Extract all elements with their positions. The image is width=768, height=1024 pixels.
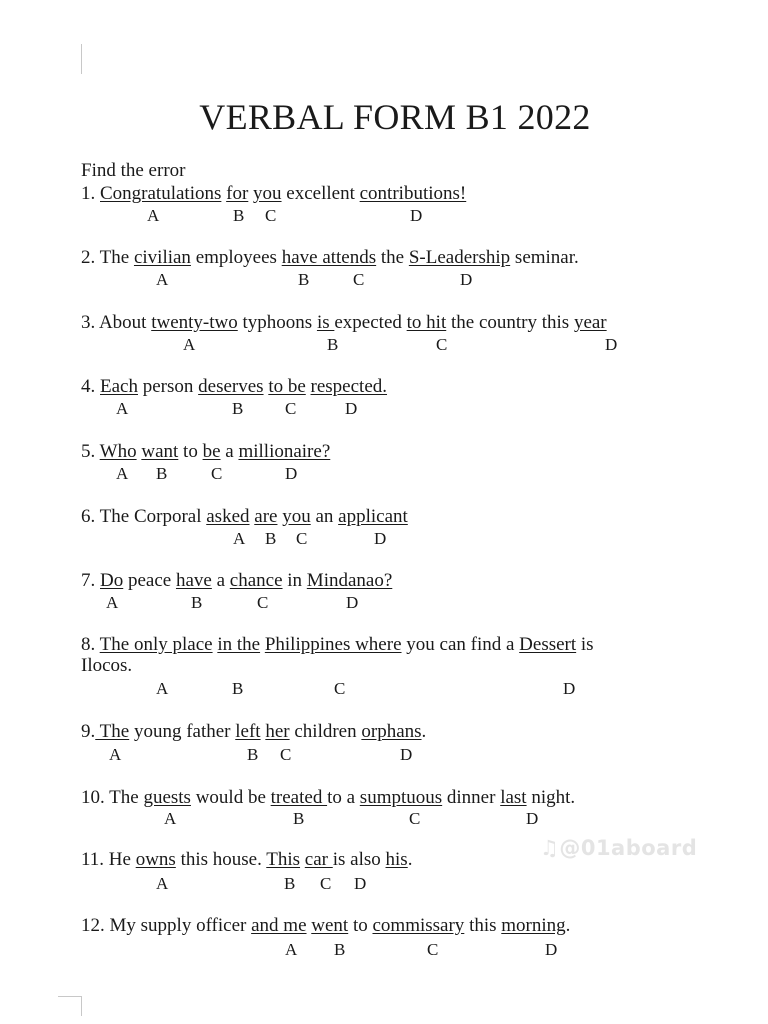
question-text-segment: the	[376, 247, 409, 268]
option-label-a: A	[285, 940, 298, 959]
underlined-segment: civilian	[133, 247, 191, 268]
option-label-a: A	[233, 529, 246, 548]
question-7	[81, 570, 731, 592]
option-label-b: B	[233, 206, 245, 225]
question-text-segment: 3. About	[81, 312, 152, 333]
option-label-d: D	[563, 679, 576, 698]
underlined-segment: Mindanao?	[306, 570, 393, 591]
underlined-segment: be	[202, 441, 221, 462]
question-3	[81, 312, 731, 334]
option-label-d: D	[354, 874, 367, 893]
underlined-segment: The	[95, 721, 130, 742]
question-text-segment: to a	[327, 787, 360, 808]
page-corner-mark	[81, 44, 82, 74]
underlined-segment: orphans	[361, 721, 422, 742]
question-continuation: Ilocos.	[81, 655, 133, 676]
question-text-segment: 2. The	[81, 247, 134, 268]
underlined-segment: and me	[251, 915, 307, 936]
option-label-c: C	[353, 270, 365, 289]
question-text-segment: the country this	[446, 312, 574, 333]
underlined-segment: millionaire?	[238, 441, 331, 462]
underlined-segment: are	[254, 506, 278, 527]
option-label-c: C	[296, 529, 308, 548]
option-label-a: A	[156, 270, 169, 289]
question-text-segment: young father	[129, 721, 236, 742]
option-label-c: C	[280, 745, 292, 764]
question-text-segment: person	[137, 376, 199, 397]
question-text-segment: excellent	[281, 183, 360, 204]
option-label-a: A	[106, 593, 119, 612]
question-text-segment: 7.	[81, 570, 100, 591]
question-text-segment: an	[310, 506, 339, 527]
option-label-b: B	[327, 335, 339, 354]
question-text-segment: 1.	[81, 183, 100, 204]
question-text-segment: .	[407, 849, 413, 870]
option-label-b: B	[293, 809, 305, 828]
question-text-segment: peace	[123, 570, 176, 591]
underlined-segment: want	[141, 441, 179, 462]
question-text-segment: .	[421, 721, 427, 742]
option-label-a: A	[109, 745, 122, 764]
underlined-segment: have	[175, 570, 212, 591]
underlined-segment: went	[311, 915, 349, 936]
question-text-segment: 4.	[81, 376, 100, 397]
page-corner-mark	[81, 996, 82, 1016]
option-label-d: D	[345, 399, 358, 418]
question-5	[81, 441, 731, 463]
underlined-segment: This	[266, 849, 301, 870]
underlined-segment: Who	[99, 441, 137, 462]
option-label-c: C	[320, 874, 332, 893]
underlined-segment: car	[304, 849, 333, 870]
option-label-c: C	[334, 679, 346, 698]
question-text-segment: 10. The	[81, 787, 144, 808]
question-text-segment: you can find a	[401, 634, 520, 655]
page-title: VERBAL FORM B1 2022	[199, 97, 591, 137]
underlined-segment: contributions!	[359, 183, 467, 204]
question-text-segment: expected	[334, 312, 407, 333]
option-label-b: B	[156, 464, 168, 483]
option-label-a: A	[147, 206, 160, 225]
question-text-segment: this house.	[175, 849, 267, 870]
question-1	[81, 183, 731, 205]
underlined-segment: Congratulations	[100, 183, 222, 204]
question-text-segment: dinner	[442, 787, 501, 808]
underlined-segment: left	[235, 721, 261, 742]
underlined-segment: to be	[268, 376, 306, 397]
option-label-c: C	[211, 464, 223, 483]
question-text-segment: in	[282, 570, 307, 591]
option-label-b: B	[334, 940, 346, 959]
option-label-d: D	[460, 270, 473, 289]
underlined-segment: The only place	[99, 634, 213, 655]
underlined-segment: chance	[229, 570, 283, 591]
underlined-segment: owns	[135, 849, 176, 870]
underlined-segment: Philippines where	[264, 634, 402, 655]
option-label-b: B	[265, 529, 277, 548]
underlined-segment: S-Leadership	[408, 247, 511, 268]
underlined-segment: sumptuous	[359, 787, 443, 808]
question-text-segment: seminar.	[510, 247, 579, 268]
underlined-segment: to hit	[406, 312, 447, 333]
question-text-segment: 5.	[81, 441, 100, 462]
option-label-c: C	[265, 206, 277, 225]
underlined-segment: guests	[143, 787, 191, 808]
option-label-c: C	[427, 940, 439, 959]
option-label-a: A	[156, 874, 169, 893]
question-text-segment: a	[211, 570, 230, 591]
underlined-segment: asked	[206, 506, 250, 527]
underlined-segment: you	[253, 183, 282, 204]
question-text-segment: would be	[190, 787, 271, 808]
question-text-segment: to	[348, 915, 373, 936]
option-label-c: C	[409, 809, 421, 828]
option-label-c: C	[257, 593, 269, 612]
question-text-segment: is	[576, 634, 594, 655]
underlined-segment: commissary	[372, 915, 465, 936]
option-label-d: D	[605, 335, 618, 354]
option-label-b: B	[298, 270, 310, 289]
option-label-d: D	[285, 464, 298, 483]
option-label-b: B	[247, 745, 259, 764]
question-text-segment: 12. My supply officer	[81, 915, 252, 936]
question-10	[81, 787, 731, 809]
option-label-b: B	[232, 679, 244, 698]
underlined-segment: respected.	[310, 376, 388, 397]
underlined-segment: have attends	[281, 247, 377, 268]
option-label-d: D	[346, 593, 359, 612]
question-text-segment: employees	[190, 247, 282, 268]
question-text-segment: is also	[332, 849, 386, 870]
option-label-a: A	[116, 464, 129, 483]
option-label-a: A	[156, 679, 169, 698]
underlined-segment: for	[226, 183, 249, 204]
underlined-segment: Do	[100, 570, 124, 591]
underlined-segment: morning	[501, 915, 566, 936]
underlined-segment: in the	[217, 634, 261, 655]
option-label-d: D	[410, 206, 423, 225]
underlined-segment: applicant	[338, 506, 408, 527]
underlined-segment: deserves	[198, 376, 264, 397]
question-text-segment: 8.	[81, 634, 100, 655]
instruction-text: Find the error	[81, 160, 186, 181]
option-label-d: D	[526, 809, 539, 828]
underlined-segment: his	[385, 849, 408, 870]
question-text-segment: to	[178, 441, 203, 462]
question-6	[81, 506, 731, 528]
option-label-c: C	[285, 399, 297, 418]
underlined-segment: last	[500, 787, 527, 808]
question-8	[81, 634, 731, 656]
question-text-segment: a	[220, 441, 239, 462]
option-label-b: B	[232, 399, 244, 418]
option-label-a: A	[183, 335, 196, 354]
question-12	[81, 915, 731, 937]
underlined-segment: is	[316, 312, 335, 333]
question-2	[81, 247, 731, 269]
question-text-segment: this	[464, 915, 502, 936]
question-text-segment: typhoons	[237, 312, 317, 333]
question-text-segment: children	[289, 721, 362, 742]
option-label-a: A	[116, 399, 129, 418]
underlined-segment: twenty-two	[151, 312, 238, 333]
option-label-a: A	[164, 809, 177, 828]
option-label-d: D	[400, 745, 413, 764]
option-label-c: C	[436, 335, 448, 354]
question-text-segment: 11. He	[81, 849, 136, 870]
underlined-segment: year	[573, 312, 607, 333]
question-text-segment: 9.	[81, 721, 96, 742]
underlined-segment: you	[282, 506, 311, 527]
underlined-segment: her	[265, 721, 290, 742]
watermark: ♫@01aboard	[540, 836, 698, 860]
option-label-d: D	[374, 529, 387, 548]
question-text-segment: night.	[526, 787, 576, 808]
question-9	[81, 721, 731, 743]
underlined-segment: Dessert	[519, 634, 577, 655]
page-corner-mark	[58, 996, 82, 997]
underlined-segment: Each	[100, 376, 138, 397]
question-text-segment: .	[565, 915, 571, 936]
question-4	[81, 376, 731, 398]
option-label-d: D	[545, 940, 558, 959]
option-label-b: B	[284, 874, 296, 893]
question-text-segment: 6. The Corporal	[81, 506, 207, 527]
option-label-b: B	[191, 593, 203, 612]
underlined-segment: treated	[270, 787, 328, 808]
